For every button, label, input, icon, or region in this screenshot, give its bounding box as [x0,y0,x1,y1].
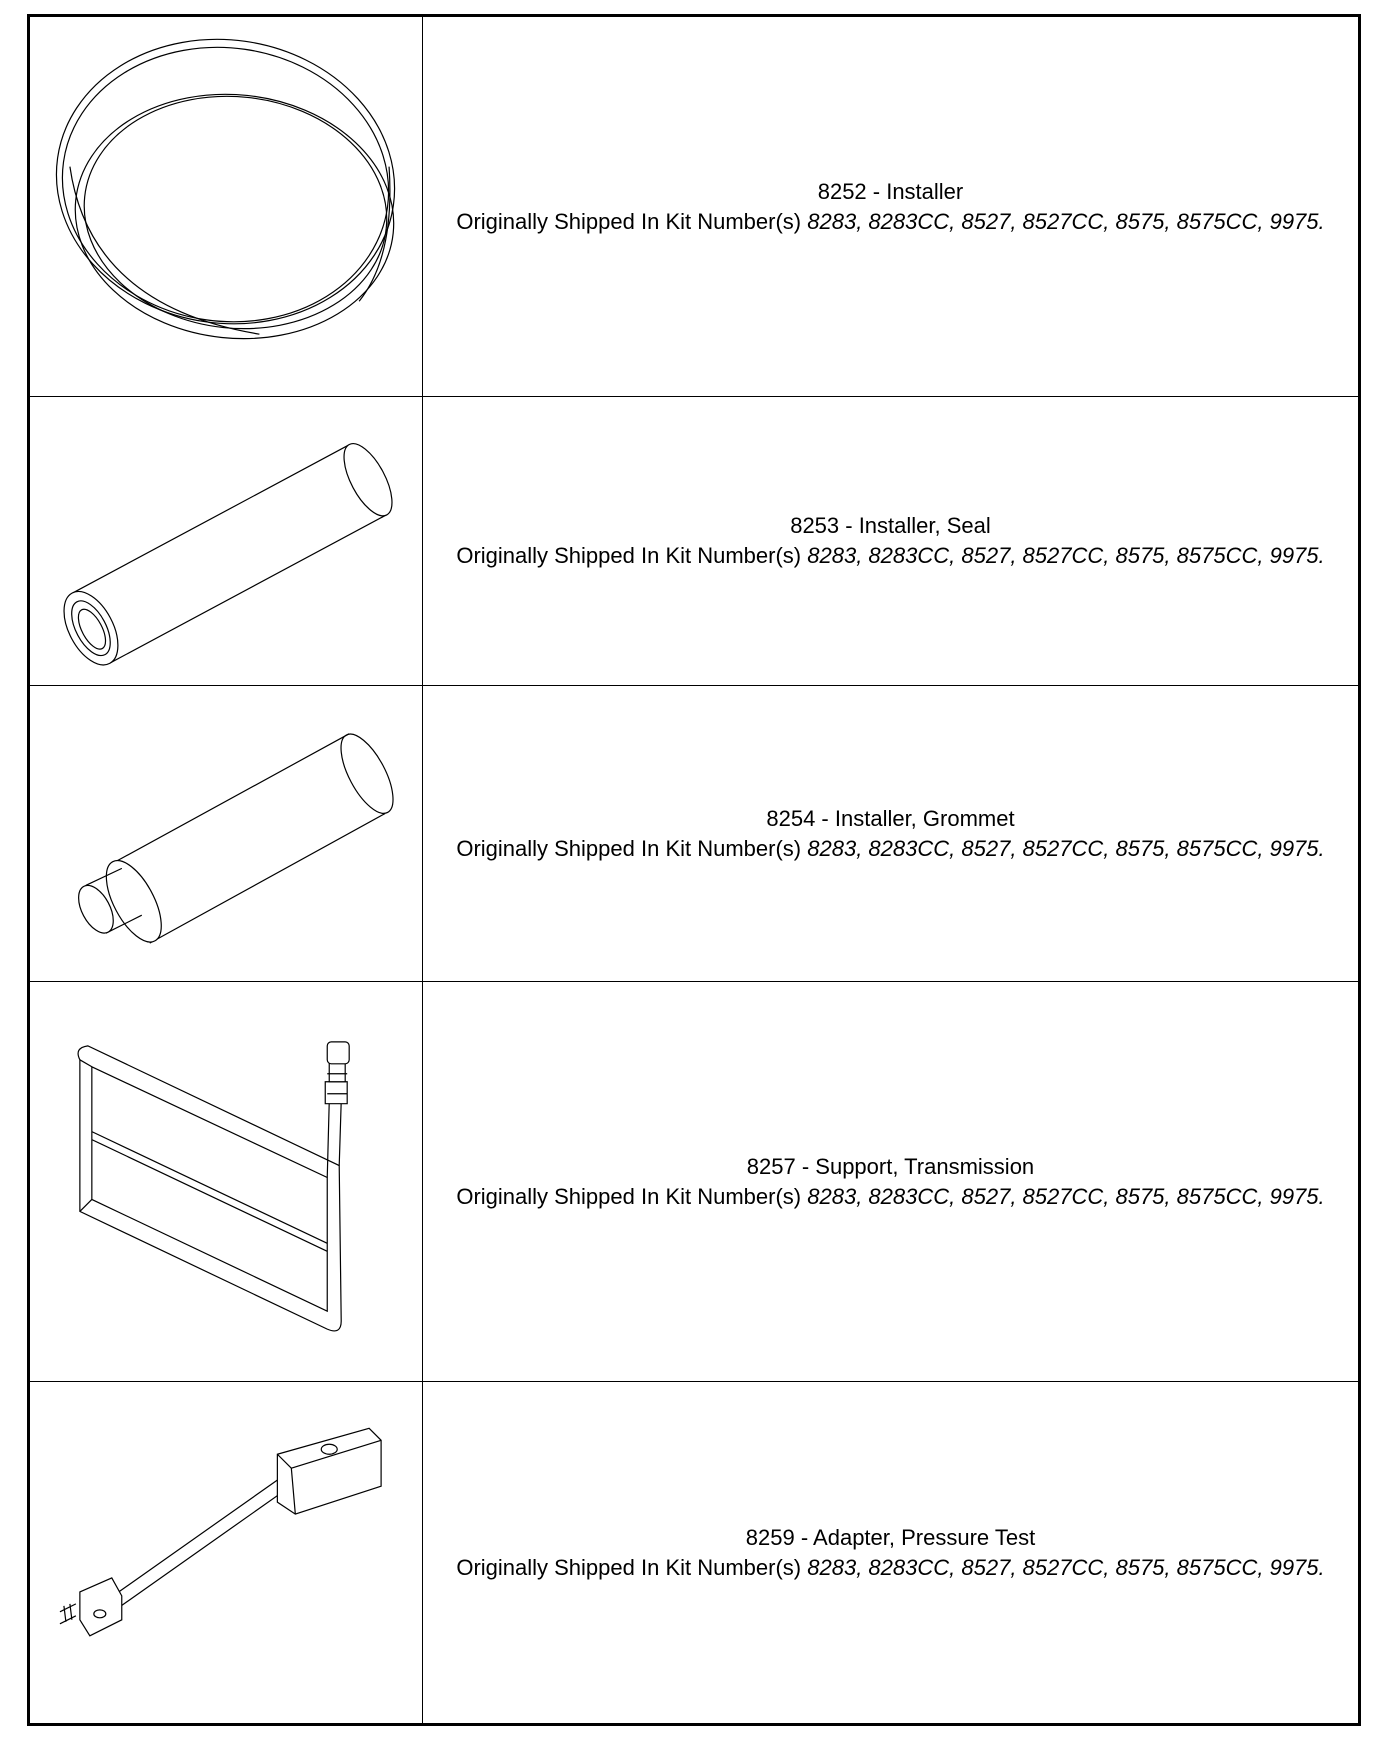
table-row [30,17,1358,397]
tool-title: 8252 - Installer [817,178,964,204]
shipped-label: Originally Shipped In Kit Number(s) [456,1554,802,1580]
tool-title: 8254 - Installer, Grommet [766,805,1015,831]
pressure-adapter-icon [30,1382,422,1723]
tool-image-cell [30,17,423,396]
kit-numbers: 8283, 8283CC, 8527, 8527CC, 8575, 8575CC, 9975. [807,1183,1325,1209]
kit-numbers: 8283, 8283CC, 8527, 8527CC, 8575, 8575CC, 9975. [807,543,1325,568]
tool-title: 8259 - Adapter, Pressure Test [745,1524,1036,1550]
tool-kits-line [456,1553,1324,1583]
shipped-label: Originally Shipped In Kit Number(s) [456,1183,802,1209]
table-row [30,982,1358,1382]
kit-numbers: 8283, 8283CC, 8527, 8527CC, 8575, 8575CC, 9975. [807,208,1325,234]
shipped-label: Originally Shipped In Kit Number(s) [456,543,802,568]
table-row [30,397,1358,686]
tool-image-cell [30,1382,423,1723]
tool-description-cell [423,686,1358,981]
shipped-label: Originally Shipped In Kit Number(s) [456,835,802,861]
table-row [30,686,1358,982]
tool-description-cell [423,1382,1358,1723]
tool-description-cell [423,982,1358,1381]
tool-kits-line [456,834,1324,864]
tool-title: 8257 - Support, Transmission [746,1153,1035,1179]
tube-installer-icon [30,397,422,685]
tool-kits-line [456,541,1324,571]
shipped-label: Originally Shipped In Kit Number(s) [456,208,802,234]
kit-numbers: 8283, 8283CC, 8527, 8527CC, 8575, 8575CC, 9975. [807,835,1325,861]
tool-image-cell [30,982,423,1381]
tool-title: 8253 - Installer, Seal [790,513,991,538]
tool-table [27,14,1361,1726]
table-row [30,1382,1358,1723]
tool-description-cell [423,397,1358,685]
tool-image-cell [30,686,423,981]
tool-description-cell [423,17,1358,396]
kit-numbers: 8283, 8283CC, 8527, 8527CC, 8575, 8575CC, 9975. [807,1554,1325,1580]
tool-image-cell [30,397,423,685]
ring-installer-icon [30,17,422,396]
support-bracket-icon [30,982,422,1381]
tool-kits-line [456,207,1324,237]
stepped-installer-icon [30,686,422,981]
tool-kits-line [456,1182,1324,1212]
